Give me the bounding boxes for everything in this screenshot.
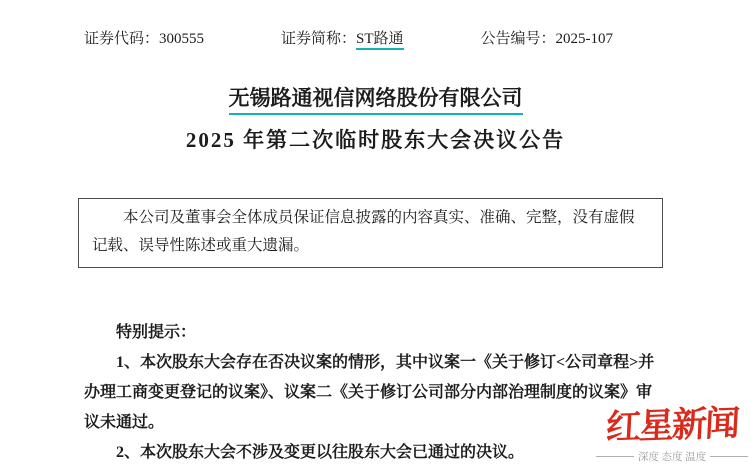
stock-code-label: 证券代码： <box>84 31 160 47</box>
document-title: 2025 年第二次临时股东大会决议公告 <box>185 128 566 152</box>
tagline-dash-left <box>596 456 634 457</box>
document-header <box>0 0 751 48</box>
red-star-news-logo: 红星新闻 <box>604 403 740 449</box>
special-note-item-2: 2、本次股东大会不涉及变更以往股东大会已通过的决议。 <box>116 444 525 461</box>
red-star-news-watermark <box>596 404 748 464</box>
stock-code-value: 300555 <box>159 31 205 47</box>
company-title-text: 无锡路通视信网络股份有限公司 <box>229 86 523 115</box>
special-note-heading: 特别提示： <box>116 324 197 341</box>
announcement-number-value: 2025-107 <box>555 31 613 47</box>
red-star-news-tagline <box>596 449 748 464</box>
announcement-number <box>480 27 613 48</box>
company-title <box>0 85 751 111</box>
special-note-item-1: 1、本次股东大会存在否决议案的情形，其中议案一《关于修订<公司章程>并办理工商变更登记的议案》、议案二《关于修订公司部分内部治理制度的议案》审议未通过。 <box>84 354 655 431</box>
disclosure-statement-text: 本公司及董事会全体成员保证信息披露的内容真实、准确、完整，没有虚假记载、误导性陈述或重大遗漏。 <box>92 209 635 254</box>
disclosure-statement-box <box>78 198 663 268</box>
tagline-dash-right <box>710 456 748 457</box>
stock-code <box>84 27 204 48</box>
stock-name <box>281 27 404 48</box>
stock-name-value: ST路通 <box>356 31 404 50</box>
stock-name-label: 证券简称： <box>280 31 356 47</box>
announcement-number-label: 公告编号： <box>480 31 556 47</box>
tagline-text: 深度 态度 温度 <box>637 452 707 463</box>
document-body <box>84 318 664 468</box>
